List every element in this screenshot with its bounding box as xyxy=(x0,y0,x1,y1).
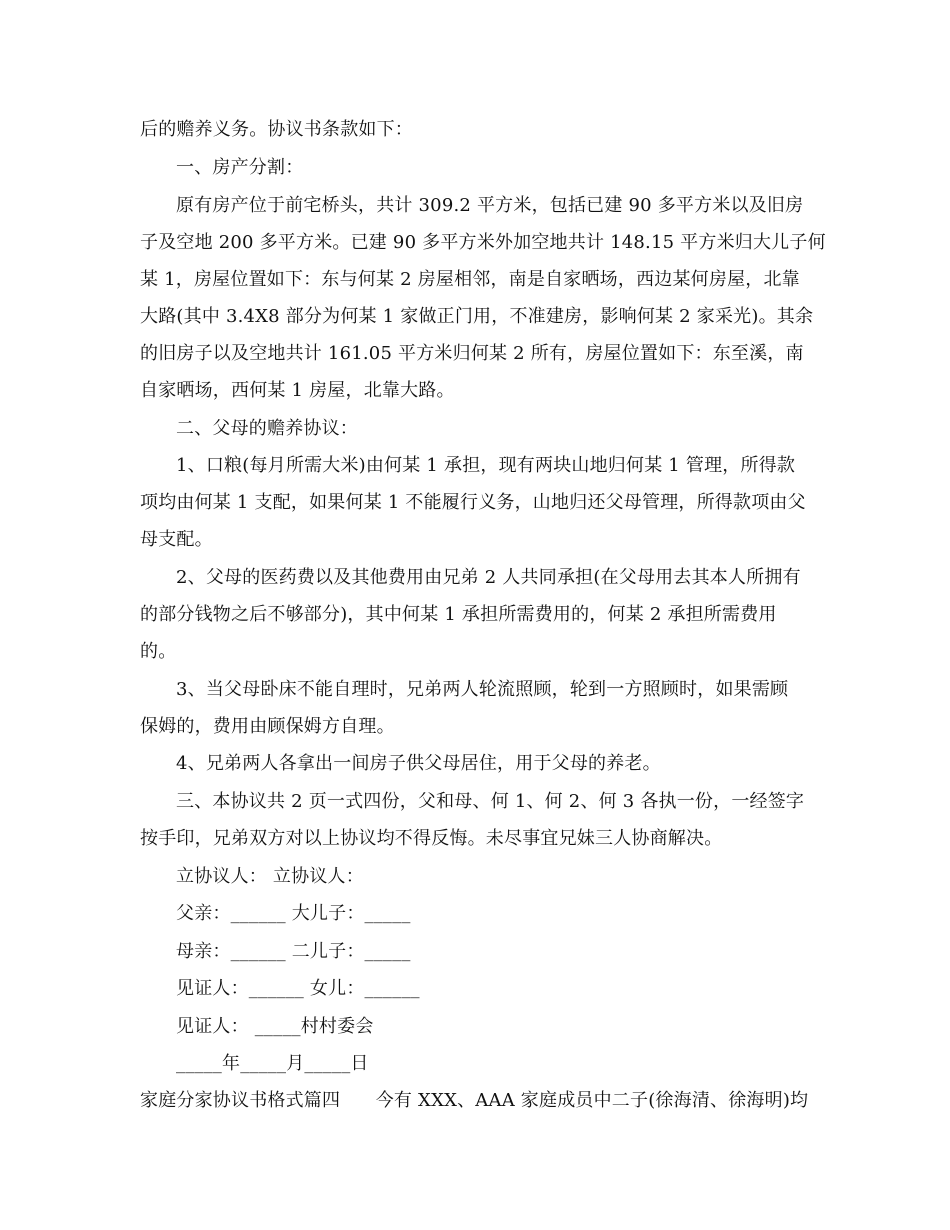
text-line: 3、当父母卧床不能自理时，兄弟两人轮流照顾，轮到一方照顾时，如果需顾 xyxy=(176,679,789,700)
signature-line-witness: 见证人：______ 女儿：______ xyxy=(176,978,420,999)
signature-line-village: 见证人： _____村村委会 xyxy=(176,1016,374,1037)
section-heading: 一、房产分割： xyxy=(176,157,304,178)
text-line: 子及空地 200 多平方米。已建 90 多平方米外加空地共计 148.15 平方米归大儿子何 xyxy=(140,232,826,253)
text-line: 母支配。 xyxy=(140,529,213,550)
text-line: 的。 xyxy=(140,641,177,662)
signature-heading: 立协议人： 立协议人： xyxy=(176,866,364,887)
text-line: 某 1，房屋位置如下：东与何某 2 房屋相邻，南是自家晒场，西边某何房屋，北靠 xyxy=(140,269,800,290)
text-line: 大路(其中 3.4X8 部分为何某 1 家做正门用，不准建房，影响何某 2 家采光)。其余 xyxy=(140,306,814,327)
text-line: 原有房产位于前宅桥头，共计 309.2 平方米，包括已建 90 多平方米以及旧房 xyxy=(176,195,804,216)
signature-line-mother: 母亲：______ 二儿子：_____ xyxy=(176,941,411,962)
text-line: 1、口粮(每月所需大米)由何某 1 承担，现有两块山地归何某 1 管理，所得款 xyxy=(176,455,796,476)
text-line: 按手印，兄弟双方对以上协议均不得反悔。未尽事宜兄妹三人协商解决。 xyxy=(140,828,723,849)
text-line: 自家晒场，西何某 1 房屋，北靠大路。 xyxy=(140,380,455,401)
date-line: _____年_____月_____日 xyxy=(176,1053,369,1074)
text-line: 2、父母的医药费以及其他费用由兄弟 2 人共同承担(在父母用去其本人所拥有 xyxy=(176,567,801,588)
text-line: 项均由何某 1 支配，如果何某 1 不能履行义务，山地归还父母管理，所得款项由父 xyxy=(140,492,806,513)
text-line: 的部分钱物之后不够部分)，其中何某 1 承担所需费用的，何某 2 承担所需费用 xyxy=(140,604,777,625)
text-line: 三、本协议共 2 页一式四份，父和母、何 1、何 2、何 3 各执一份，一经签字 xyxy=(176,791,805,812)
text-line: 家庭分家协议书格式篇四 今有 XXX、AAA 家庭成员中二子(徐海清、徐海明)均 xyxy=(140,1090,809,1111)
text-line: 的旧房子以及空地共计 161.05 平方米归何某 2 所有，房屋位置如下：东至溪，南 xyxy=(140,343,804,364)
section-heading: 二、父母的赡养协议： xyxy=(176,418,358,439)
text-line: 4、兄弟两人各拿出一间房子供父母居住，用于父母的养老。 xyxy=(176,753,661,774)
text-line: 后的赡养义务。协议书条款如下： xyxy=(140,119,413,140)
signature-line-father: 父亲：______ 大儿子：_____ xyxy=(176,903,411,924)
text-line: 保姆的，费用由顾保姆方自理。 xyxy=(140,716,395,737)
